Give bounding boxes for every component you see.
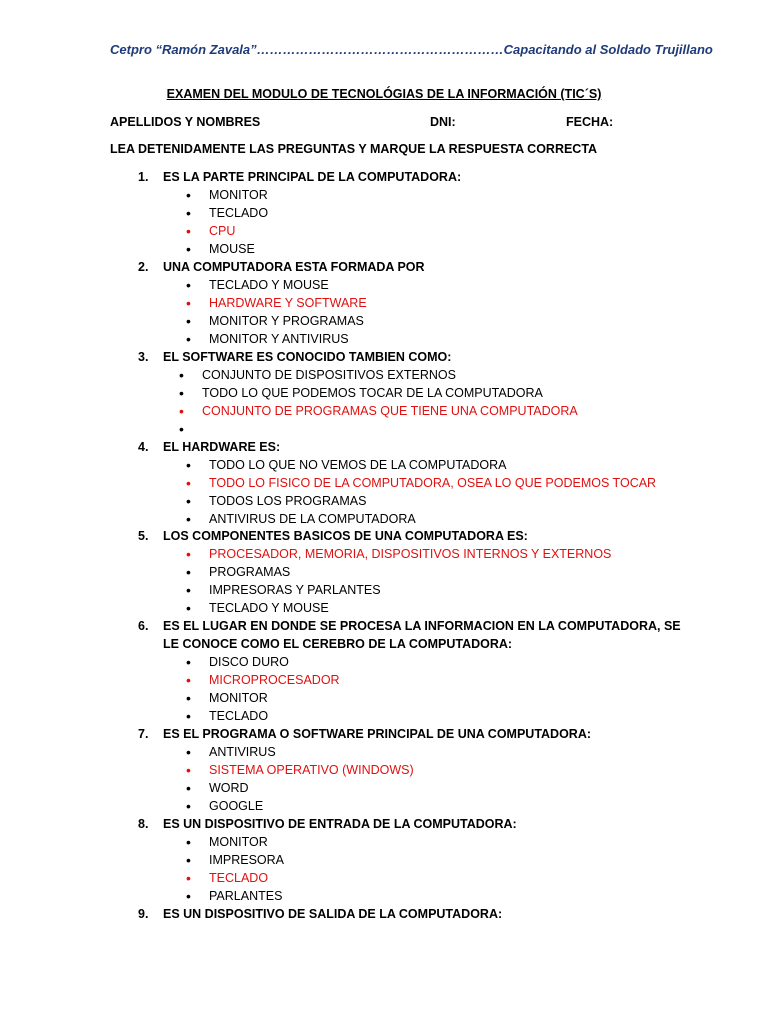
answer-option — [0, 655, 768, 673]
answer-option-text: PROCESADOR, MEMORIA, DISPOSITIVOS INTERNOS Y EXTERNOS — [209, 547, 612, 561]
bullet-icon: • — [186, 313, 191, 329]
question-7 — [0, 727, 768, 745]
answer-option-text: TECLADO — [209, 206, 269, 220]
answer-option-correct — [0, 871, 768, 889]
question-number: 1. — [138, 170, 149, 184]
answer-option-text: CONJUNTO DE PROGRAMAS QUE TIENE UNA COMPUTADORA — [202, 404, 578, 418]
bullet-icon: • — [186, 241, 191, 257]
answer-option-text: SISTEMA OPERATIVO (WINDOWS) — [209, 763, 414, 777]
answer-option-text: ANTIVIRUS — [209, 745, 276, 759]
answer-option — [0, 278, 768, 296]
answer-option-text: TODOS LOS PROGRAMAS — [209, 494, 367, 508]
answer-option — [0, 314, 768, 332]
question-text: ES LA PARTE PRINCIPAL DE LA COMPUTADORA: — [163, 170, 462, 184]
answer-option-correct — [0, 547, 768, 565]
answer-option-text: WORD — [209, 781, 249, 795]
answer-option-text: IMPRESORA — [209, 853, 285, 867]
question-8 — [0, 817, 768, 835]
answer-option — [0, 386, 768, 404]
instructions: LEA DETENIDAMENTE LAS PREGUNTAS Y MARQUE LA RESPUESTA CORRECTA — [110, 142, 598, 156]
answer-option-correct — [0, 296, 768, 314]
header-line: Cetpro “Ramón Zavala”…………………………………………………Capacitando al Soldado Trujillano — [110, 42, 713, 57]
bullet-icon: • — [186, 654, 191, 670]
question-number: 8. — [138, 817, 149, 831]
bullet-icon: • — [186, 762, 191, 778]
answer-option-text: PROGRAMAS — [209, 565, 291, 579]
question-text: EL SOFTWARE ES CONOCIDO TAMBIEN COMO: — [163, 350, 452, 364]
bullet-icon: • — [186, 295, 191, 311]
answer-option-correct — [0, 763, 768, 781]
answer-option — [0, 781, 768, 799]
answer-option — [0, 512, 768, 530]
answer-option — [0, 242, 768, 260]
question-4 — [0, 440, 768, 458]
answer-option — [0, 853, 768, 871]
answer-option — [0, 835, 768, 853]
bullet-icon: • — [186, 888, 191, 904]
answer-option — [0, 494, 768, 512]
question-text: LOS COMPONENTES BASICOS DE UNA COMPUTADORA ES: — [163, 529, 528, 543]
answer-option — [0, 332, 768, 350]
bullet-icon: • — [179, 421, 184, 437]
answer-option-text: MICROPROCESADOR — [209, 673, 340, 687]
dni-field-label: DNI: — [430, 115, 456, 129]
question-3 — [0, 350, 768, 368]
bullet-icon: • — [186, 744, 191, 760]
question-text: ES EL PROGRAMA O SOFTWARE PRINCIPAL DE UNA COMPUTADORA: — [163, 727, 592, 741]
bullet-icon: • — [186, 564, 191, 580]
answer-option — [0, 565, 768, 583]
answer-option-text: DISCO DURO — [209, 655, 289, 669]
question-text: ES UN DISPOSITIVO DE ENTRADA DE LA COMPUTADORA: — [163, 817, 517, 831]
answer-option-text: CONJUNTO DE DISPOSITIVOS EXTERNOS — [202, 368, 456, 382]
bullet-icon: • — [186, 870, 191, 886]
answer-option-text: MONITOR Y PROGRAMAS — [209, 314, 364, 328]
bullet-icon: • — [186, 493, 191, 509]
question-number: 5. — [138, 529, 149, 543]
name-field-label: APELLIDOS Y NOMBRES — [110, 115, 261, 129]
bullet-icon: • — [186, 582, 191, 598]
exam-title: EXAMEN DEL MODULO DE TECNOLÓGIAS DE LA INFORMACIÓN (TIC´S) — [166, 87, 602, 101]
answer-option-text: MONITOR Y ANTIVIRUS — [209, 332, 349, 346]
answer-option-correct — [0, 476, 768, 494]
answer-option — [0, 458, 768, 476]
answer-option-text: HARDWARE Y SOFTWARE — [209, 296, 367, 310]
question-text: ES UN DISPOSITIVO DE SALIDA DE LA COMPUTADORA: — [163, 907, 503, 921]
bullet-icon: • — [186, 798, 191, 814]
answer-option-text: TECLADO — [209, 709, 269, 723]
question-number: 9. — [138, 907, 149, 921]
bullet-icon: • — [186, 600, 191, 616]
question-number: 4. — [138, 440, 149, 454]
answer-option — [0, 368, 768, 386]
bullet-icon: • — [186, 187, 191, 203]
answer-option-text: TODO LO QUE NO VEMOS DE LA COMPUTADORA — [209, 458, 507, 472]
answer-option-text: MONITOR — [209, 691, 268, 705]
bullet-icon: • — [179, 367, 184, 383]
answer-option-text: TECLADO — [209, 871, 269, 885]
question-6-continued — [0, 637, 768, 655]
bullet-icon: • — [186, 457, 191, 473]
answer-option-text: MOUSE — [209, 242, 255, 256]
bullet-icon: • — [186, 223, 191, 239]
bullet-icon: • — [186, 511, 191, 527]
bullet-icon: • — [186, 277, 191, 293]
answer-option — [0, 745, 768, 763]
question-text: EL HARDWARE ES: — [163, 440, 281, 454]
answer-option — [0, 188, 768, 206]
bullet-icon: • — [186, 690, 191, 706]
bullet-icon: • — [186, 708, 191, 724]
answer-option — [0, 206, 768, 224]
bullet-icon: • — [179, 385, 184, 401]
question-text: UNA COMPUTADORA ESTA FORMADA POR — [163, 260, 425, 274]
bullet-icon: • — [186, 780, 191, 796]
answer-option-text: ANTIVIRUS DE LA COMPUTADORA — [209, 512, 416, 526]
bullet-icon: • — [186, 331, 191, 347]
question-1 — [0, 170, 768, 188]
answer-option-text: TECLADO Y MOUSE — [209, 278, 329, 292]
bullet-icon: • — [186, 852, 191, 868]
answer-option-text: GOOGLE — [209, 799, 264, 813]
question-text: ES EL LUGAR EN DONDE SE PROCESA LA INFORMACION EN LA COMPUTADORA, SE — [163, 619, 681, 633]
question-number: 2. — [138, 260, 149, 274]
question-5 — [0, 529, 768, 547]
answer-option-correct — [0, 224, 768, 242]
answer-option — [0, 601, 768, 619]
answer-option — [0, 422, 768, 440]
answer-option — [0, 691, 768, 709]
bullet-icon: • — [186, 546, 191, 562]
bullet-icon: • — [186, 834, 191, 850]
answer-option — [0, 583, 768, 601]
answer-option-text: MONITOR — [209, 835, 268, 849]
answer-option-correct — [0, 673, 768, 691]
bullet-icon: • — [186, 475, 191, 491]
date-field-label: FECHA: — [566, 115, 614, 129]
question-number: 7. — [138, 727, 149, 741]
answer-option — [0, 889, 768, 907]
answer-option-text: CPU — [209, 224, 236, 238]
bullet-icon: • — [186, 205, 191, 221]
answer-option-text: TODO LO FISICO DE LA COMPUTADORA, OSEA LO QUE PODEMOS TOCAR — [209, 476, 657, 490]
answer-option-text: TODO LO QUE PODEMOS TOCAR DE LA COMPUTADORA — [202, 386, 543, 400]
answer-option-correct — [0, 404, 768, 422]
answer-option — [0, 799, 768, 817]
answer-option-text: MONITOR — [209, 188, 268, 202]
question-2 — [0, 260, 768, 278]
bullet-icon: • — [179, 403, 184, 419]
question-number: 3. — [138, 350, 149, 364]
question-text-continued: LE CONOCE COMO EL CEREBRO DE LA COMPUTADORA: — [163, 637, 513, 651]
answer-option-text: TECLADO Y MOUSE — [209, 601, 329, 615]
answer-option-text: PARLANTES — [209, 889, 283, 903]
question-6 — [0, 619, 768, 637]
question-9 — [0, 907, 768, 925]
answer-option-text: IMPRESORAS Y PARLANTES — [209, 583, 381, 597]
answer-option — [0, 709, 768, 727]
bullet-icon: • — [186, 672, 191, 688]
question-number: 6. — [138, 619, 149, 633]
